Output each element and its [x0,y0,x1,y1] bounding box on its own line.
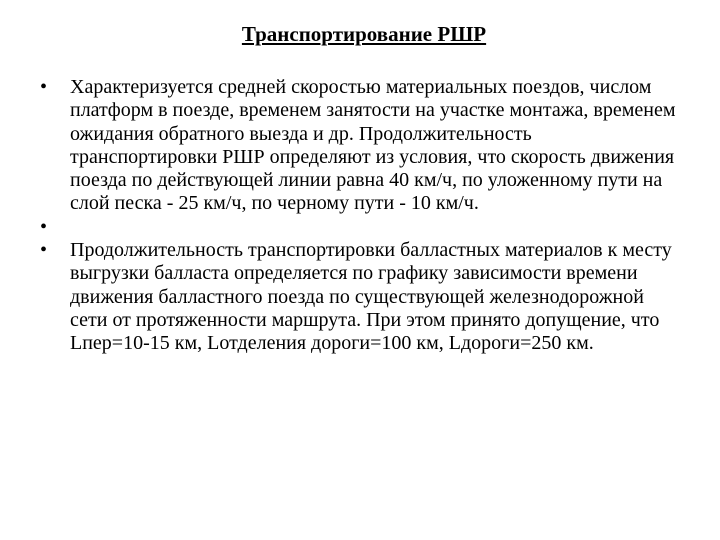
bullet-item [40,239,680,355]
bullet-item-empty [40,216,680,239]
bullet-dot-icon: • [40,215,48,238]
bullet-item [40,76,680,216]
bullet-list [40,76,680,356]
bullet-text: Продолжительность транспортировки балластных материалов к месту выгрузки балласта определяется по графику зависимости времени движения балластного поезда по существующей железнодорожной сети от протяженности маршрута. При этом принято допущение, что Lпер=10-15 км, Lотделения дороги=100 км, Lдороги=250 км. [70,239,672,355]
bullet-text: Характеризуется средней скоростью материальных поездов, числом платформ в поезде, временем занятости на участке монтажа, временем ожидания обратного выезда и др. Продолжительность транспортировки РШР определяют из условия, что скорость движения поезда по действующей линии равна 40 км/ч, по уложенному пути на слой песка - 25 км/ч, по черному пути - 10 км/ч. [70,76,676,215]
bullet-dot-icon: • [40,76,48,98]
bullet-dot-icon: • [40,239,48,262]
slide-title: Транспортирование РШР [241,22,487,46]
